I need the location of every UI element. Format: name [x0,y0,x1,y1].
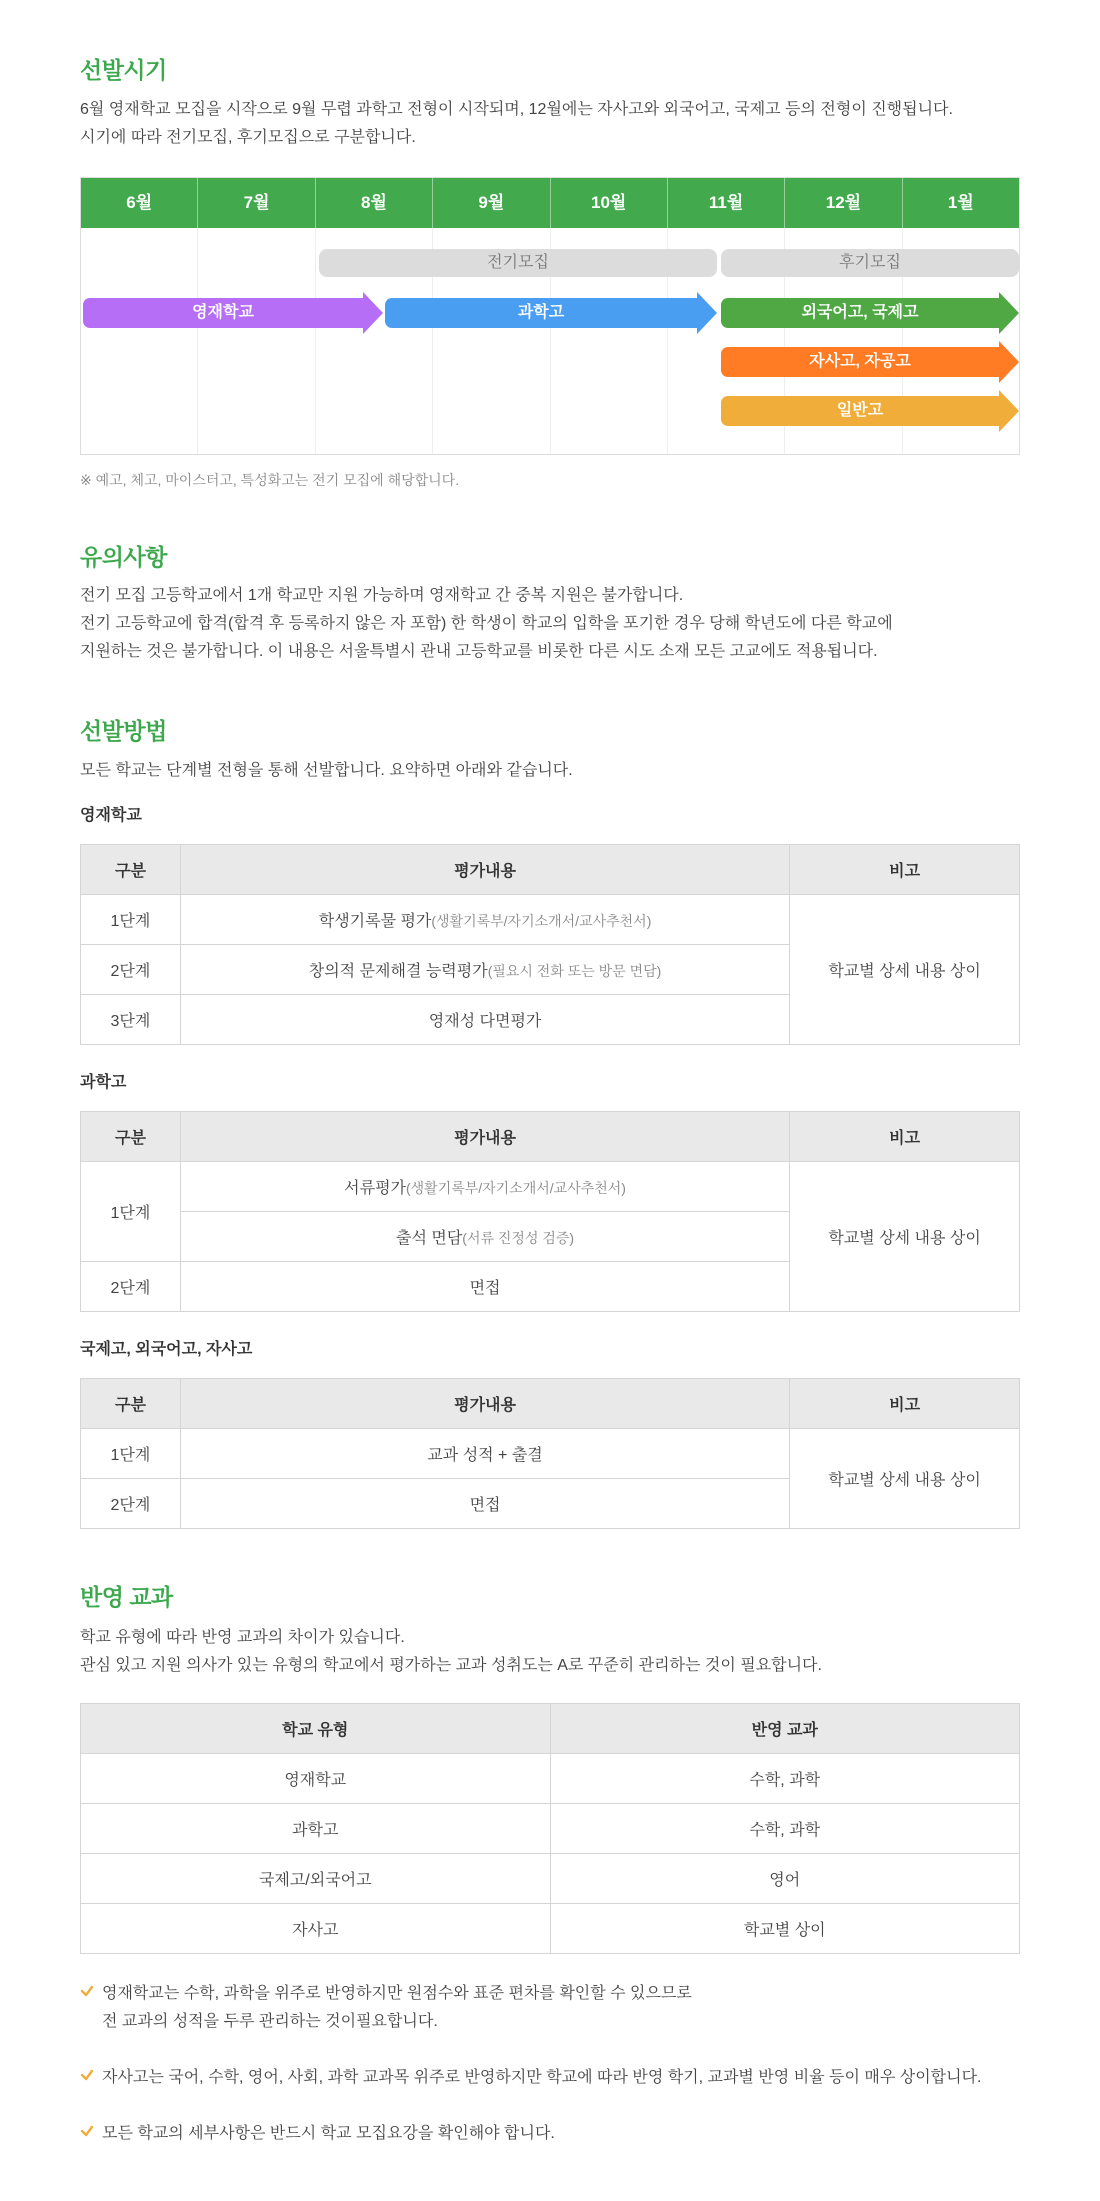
reflected-subjects-table [80,1703,1020,1954]
month-10: 10월 [551,178,668,228]
early-admission-period: 전기모집 [319,249,717,277]
section-title-selection-period: 선발시기 [80,57,167,83]
caution-line-1: 전기 모집 고등학교에서 1개 학교만 지원 가능하며 영재학교 간 중복 지원은 불가합니다. [80,587,684,604]
arrow-general-high-label: 일반고 [721,396,999,426]
check-text: 모든 학교의 세부사항은 반드시 학교 모집요강을 확인해야 합니다. [102,2125,555,2142]
stage-cell: 1단계 [81,1429,181,1479]
table-title-science: 과학고 [80,1074,127,1091]
evaluation-cell: 면접 [180,1262,789,1312]
table-row [81,1754,1020,1804]
check-icon [80,2068,94,2082]
subjects-cell: 수학, 과학 [550,1754,1020,1804]
table-row [81,1162,1020,1212]
month-9: 9월 [433,178,550,228]
header-subjects: 반영 교과 [550,1704,1020,1754]
header-evaluation: 평가내용 [180,1379,789,1429]
subjects-cell: 영어 [550,1854,1020,1904]
remark-cell: 학교별 상세 내용 상이 [790,1429,1020,1529]
header-evaluation: 평가내용 [180,1112,789,1162]
header-school-type: 학교 유형 [81,1704,551,1754]
subjects-desc-2: 관심 있고 지원 의사가 있는 유형의 학교에서 평가하는 교과 성취도는 A로 꾸준히 관리하는 것이 필요합니다. [80,1657,822,1674]
month-8: 8월 [316,178,433,228]
section-title-reflected-subjects: 반영 교과 [80,1584,173,1610]
school-type-cell: 과학고 [81,1804,551,1854]
intl-foreign-autonomous-table [80,1378,1020,1529]
period-desc-1: 6월 영재학교 모집을 시작으로 9월 무렵 과학고 전형이 시작되며, 12월에는 자사고와 외국어고, 국제고 등의 전형이 진행됩니다. [80,101,953,118]
table-row [81,1904,1020,1954]
table-row [81,1429,1020,1479]
timeline-note: ※ 예고, 체고, 마이스터고, 특성화고는 전기 모집에 해당합니다. [80,472,460,488]
header-category: 구분 [81,845,181,895]
evaluation-cell: 교과 성적 + 출결 [180,1429,789,1479]
evaluation-cell: 창의적 문제해결 능력평가(필요시 전화 또는 방문 면담) [180,945,789,995]
arrow-foreign-intl-label: 외국어고, 국제고 [721,298,999,328]
method-intro: 모든 학교는 단계별 전형을 통해 선발합니다. 요약하면 아래와 같습니다. [80,762,573,779]
school-type-cell: 영재학교 [81,1754,551,1804]
check-icon [80,1984,94,1998]
table-title-intl-foreign-autonomous: 국제고, 외국어고, 자사고 [80,1341,253,1358]
stage-cell: 1단계 [81,895,181,945]
check-icon [80,2124,94,2138]
subjects-desc-1: 학교 유형에 따라 반영 교과의 차이가 있습니다. [80,1629,405,1646]
check-text: 자사고는 국어, 수학, 영어, 사회, 과학 교과목 위주로 반영하지만 학교에 따라 반영 학기, 교과별 반영 비율 등이 매우 상이합니다. [102,2069,982,2086]
evaluation-cell: 학생기록물 평가(생활기록부/자기소개서/교사추천서) [180,895,789,945]
table-row [81,895,1020,945]
check-item [80,2064,1020,2092]
timeline-month-header [81,178,1019,228]
evaluation-cell: 영재성 다면평가 [180,995,789,1045]
month-1: 1월 [947,193,974,212]
evaluation-cell: 서류평가(생활기록부/자기소개서/교사추천서) [180,1162,789,1212]
subjects-cell: 수학, 과학 [550,1804,1020,1854]
school-type-cell: 국제고/외국어고 [81,1854,551,1904]
check-item [80,1980,1020,2036]
stage-cell: 2단계 [81,945,181,995]
evaluation-cell: 면접 [180,1479,789,1529]
stage-cell: 3단계 [81,995,181,1045]
late-admission-period: 후기모집 [721,249,1019,277]
month-11: 11월 [668,178,785,228]
section-title-cautions: 유의사항 [80,544,167,570]
science-high-table [80,1111,1020,1312]
month-6: 6월 [81,178,198,228]
caution-line-2: 전기 고등학교에 합격(합격 후 등록하지 않은 자 포함) 한 학생이 학교의 입학을 포기한 경우 당해 학년도에 다른 학교에 [80,615,893,632]
table-title-gifted: 영재학교 [80,807,142,824]
subjects-cell: 학교별 상이 [550,1904,1020,1954]
month-7: 7월 [198,178,315,228]
table-row [81,1804,1020,1854]
evaluation-cell: 출석 면담(서류 진정성 검증) [180,1212,789,1262]
section-title-selection-method: 선발방법 [80,718,167,744]
check-text: 영재학교는 수학, 과학을 위주로 반영하지만 원점수와 표준 편차를 확인할 수 있으므로 [102,1985,692,2002]
school-type-cell: 자사고 [81,1904,551,1954]
period-desc-2: 시기에 따라 전기모집, 후기모집으로 구분합니다. [80,129,416,146]
stage-cell: 2단계 [81,1479,181,1529]
header-remark: 비고 [790,1112,1020,1162]
admission-timeline [80,177,1020,455]
stage-cell: 1단계 [81,1162,181,1262]
header-evaluation: 평가내용 [180,845,789,895]
remark-cell: 학교별 상세 내용 상이 [790,895,1020,1045]
caution-line-3: 지원하는 것은 불가합니다. 이 내용은 서울특별시 관내 고등학교를 비롯한 다른 시도 소재 모든 고교에도 적용됩니다. [80,643,878,660]
header-remark: 비고 [790,1379,1020,1429]
arrow-science-high-label: 과학고 [385,298,697,328]
header-remark: 비고 [790,845,1020,895]
check-text-continued: 전 교과의 성적을 두루 관리하는 것이필요합니다. [102,2013,438,2030]
check-item [80,2120,1020,2148]
month-12: 12월 [785,178,902,228]
remark-cell: 학교별 상세 내용 상이 [790,1162,1020,1312]
gifted-school-table [80,844,1020,1045]
stage-cell: 2단계 [81,1262,181,1312]
table-row [81,1854,1020,1904]
header-category: 구분 [81,1112,181,1162]
arrow-autonomous-label: 자사고, 자공고 [721,347,999,377]
header-category: 구분 [81,1379,181,1429]
arrow-gifted-school-label: 영재학교 [83,298,363,328]
